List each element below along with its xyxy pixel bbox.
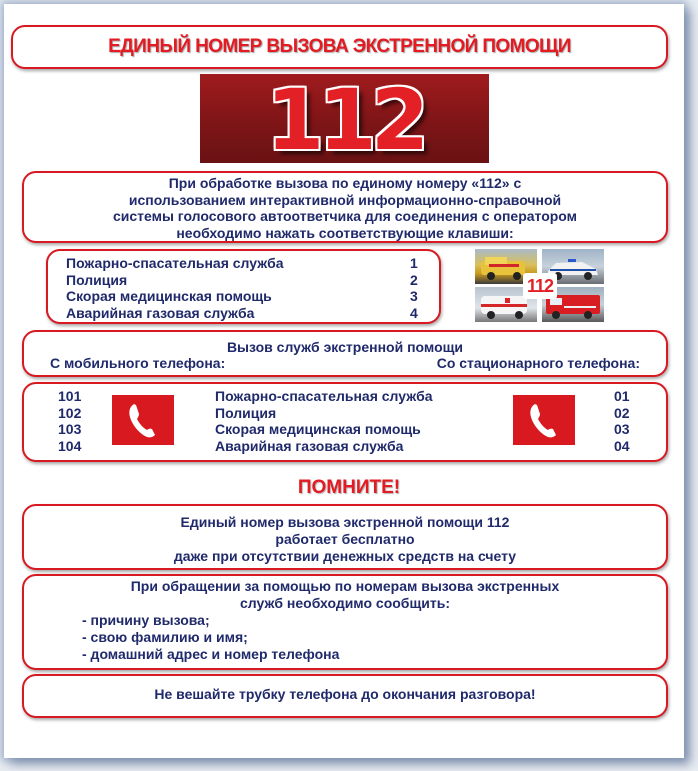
free-call-box [22, 504, 668, 570]
intro-line: необходимо нажать соответствующие клавиши: [176, 224, 514, 241]
mobile-code: 104 [58, 437, 82, 454]
mobile-code: 101 [58, 388, 82, 404]
poster-title: ЕДИНЫЙ НОМЕР ВЫЗОВА ЭКСТРЕННОЙ ПОМОЩИ [11, 25, 668, 69]
phone-handset-icon [112, 395, 174, 445]
keypad-row [66, 288, 439, 305]
intro-box [22, 171, 668, 243]
keypad-key: 1 [410, 255, 418, 271]
intro-line: использованием интерактивной информационно-справочной [128, 191, 562, 208]
keypad-service: Скорая медицинская помощь [66, 288, 272, 304]
landline-code: 03 [614, 421, 630, 437]
report-info-item: - причину вызова; [82, 612, 210, 628]
keypad-key: 4 [410, 304, 418, 321]
free-line: Единый номер вызова экстренной помощи 112 [180, 514, 510, 530]
remember-heading: ПОМНИТЕ! [297, 477, 401, 498]
report-info-box [22, 574, 668, 670]
codes-table [22, 382, 668, 462]
free-line: даже при отсутствии денежных средств на счету [173, 548, 517, 564]
keypad-key: 3 [410, 288, 418, 304]
service-name: Аварийная газовая служба [215, 437, 404, 454]
mobile-label: С мобильного телефона: [50, 355, 226, 371]
service-name: Пожарно-спасательная служба [215, 388, 433, 404]
logo-112-badge-text: 112 [526, 276, 554, 296]
landline-code: 04 [614, 437, 630, 454]
report-info-item: - свою фамилию и имя; [82, 629, 248, 645]
report-info-line: При обращении за помощью по номерам вызова экстренных [130, 578, 560, 594]
mobile-code: 103 [58, 421, 82, 437]
keypad-row [66, 272, 439, 289]
landline-code: 02 [614, 404, 630, 421]
logo-112-text: 112 [265, 71, 424, 169]
service-name: Полиция [215, 404, 277, 421]
hang-up-notice: Не вешайте трубку телефона до окончания разговора! [22, 674, 668, 718]
landline-code: 01 [614, 388, 630, 404]
keypad-service: Пожарно-спасательная служба [66, 255, 284, 271]
call-services-title: Вызов служб экстренной помощи [226, 339, 464, 355]
mobile-code: 102 [58, 404, 82, 421]
keypad-service: Аварийная газовая служба [66, 304, 255, 321]
service-name: Скорая медицинская помощь [215, 421, 421, 437]
keypad-row [66, 255, 439, 272]
intro-line: системы голосового автоответчика для соединения с оператором [112, 208, 578, 224]
free-line: работает бесплатно [275, 531, 415, 547]
report-info-item: - домашний адрес и номер телефона [82, 646, 340, 662]
logo-112-badge [523, 273, 557, 299]
keypad-list [46, 249, 441, 324]
keypad-row [66, 305, 439, 322]
intro-line: При обработке вызова по единому номеру «112» с [168, 175, 522, 191]
phone-handset-icon [513, 395, 575, 445]
keypad-service: Полиция [66, 271, 128, 288]
landline-label: Со стационарного телефона: [436, 355, 640, 371]
report-info-line: служб необходимо сообщить: [240, 595, 450, 611]
emergency-vehicles-photo [475, 249, 605, 325]
logo-112 [200, 71, 489, 169]
keypad-key: 2 [410, 271, 418, 288]
call-services-header [22, 330, 668, 377]
